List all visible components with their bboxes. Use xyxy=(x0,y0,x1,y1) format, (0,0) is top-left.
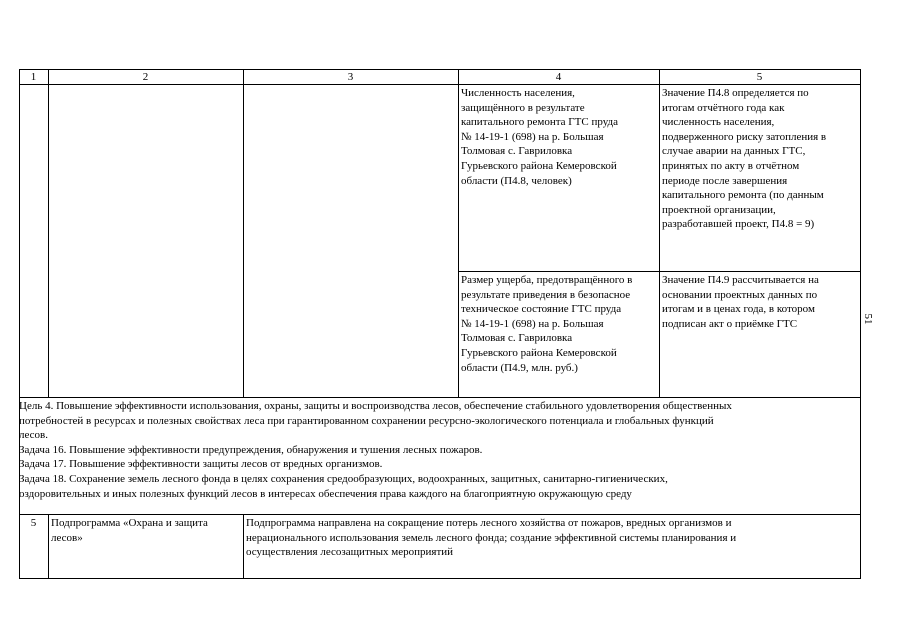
indicator-p4-8-name: Численность населения, защищённого в результате капитального ремонта ГТС пруда № 14-19-1 (698) на р. Большая Толмовая с. Гавриловка Гурьевского района Кемеровской области (П4.8, человек) xyxy=(461,87,618,187)
indicator-p4-8-method: Значение П4.8 определяется по итогам отчётного года как численность населения, подверженного риску затопления в случае аварии на данных ГТС, принятых по акту в отчётном периоде после завершения капитального ремонта (по данным проектной организации, разработавшей проект, П4.8 = 9) xyxy=(662,87,827,231)
header-col-5: 5 xyxy=(756,71,763,83)
header-col-2: 2 xyxy=(142,71,149,83)
indicator-p4-9-method: Значение П4.9 рассчитывается на основании проектных данных по итогам и в ценах года, в котором подписан акт о приёмке ГТС xyxy=(662,274,819,330)
task-16: Задача 16. Повышение эффективности предупреждения, обнаружения и тушения лесных пожаров. xyxy=(19,443,483,456)
col-divider-1 xyxy=(48,69,49,398)
header-bottom-line xyxy=(19,84,861,85)
row-5-number: 5 xyxy=(30,517,37,529)
task-18-line-2: оздоровительных и иных полезных функций лесов в интересах обеспечения права каждого на благоприятную окружающую среду xyxy=(19,487,632,500)
page-number: 51 xyxy=(862,313,874,325)
task-18-line-1: Задача 18. Сохранение земель лесного фонда в целях сохранения средообразующих, водоохранных, защитных, санитарно-гигиенических, xyxy=(19,473,668,485)
subprogram-description: Подпрограмма направлена на сокращение потерь лесного хозяйства от пожаров, вредных организмов и нерационального использования земель лесного фонда; создание эффективной системы планирования и осуществления лесозащитных мероприятий xyxy=(246,517,737,559)
col-divider-2 xyxy=(243,69,244,398)
task-17: Задача 17. Повышение эффективности защиты лесов от вредных организмов. xyxy=(19,458,383,471)
header-col-3: 3 xyxy=(347,71,354,83)
table-border-bottom xyxy=(19,578,861,579)
goal-top-line xyxy=(19,397,861,398)
subprogram-name: Подпрограмма «Охрана и защита лесов» xyxy=(51,517,208,544)
col-divider-1-lower xyxy=(48,514,49,579)
goal-4-line-2: потребностей в ресурсах и полезных свойствах леса при гарантированном сохранении ресурсно-экологического потенциала и глобальных функций xyxy=(19,414,714,427)
table-border-left xyxy=(19,69,20,579)
goal-bottom-line xyxy=(19,514,861,515)
goal-4-line-1: Цель 4. Повышение эффективности использования, охраны, защиты и воспроизводства лесов, обеспечение стабильного удовлетворения общественных xyxy=(19,400,732,412)
col-divider-3 xyxy=(458,69,459,398)
col-divider-2-lower xyxy=(243,514,244,579)
indicator-p4-9-name: Размер ущерба, предотвращённого в результате приведения в безопасное техническое состояние ГТС пруда № 14-19-1 (698) на р. Большая Толмовая с. Гавриловка Гурьевского района Кемеровской области (П4.9, млн. руб.) xyxy=(461,274,633,374)
header-col-1: 1 xyxy=(30,71,37,83)
col-divider-4 xyxy=(659,69,660,398)
goal-4-line-3: лесов. xyxy=(19,429,48,442)
header-col-4: 4 xyxy=(555,71,562,83)
